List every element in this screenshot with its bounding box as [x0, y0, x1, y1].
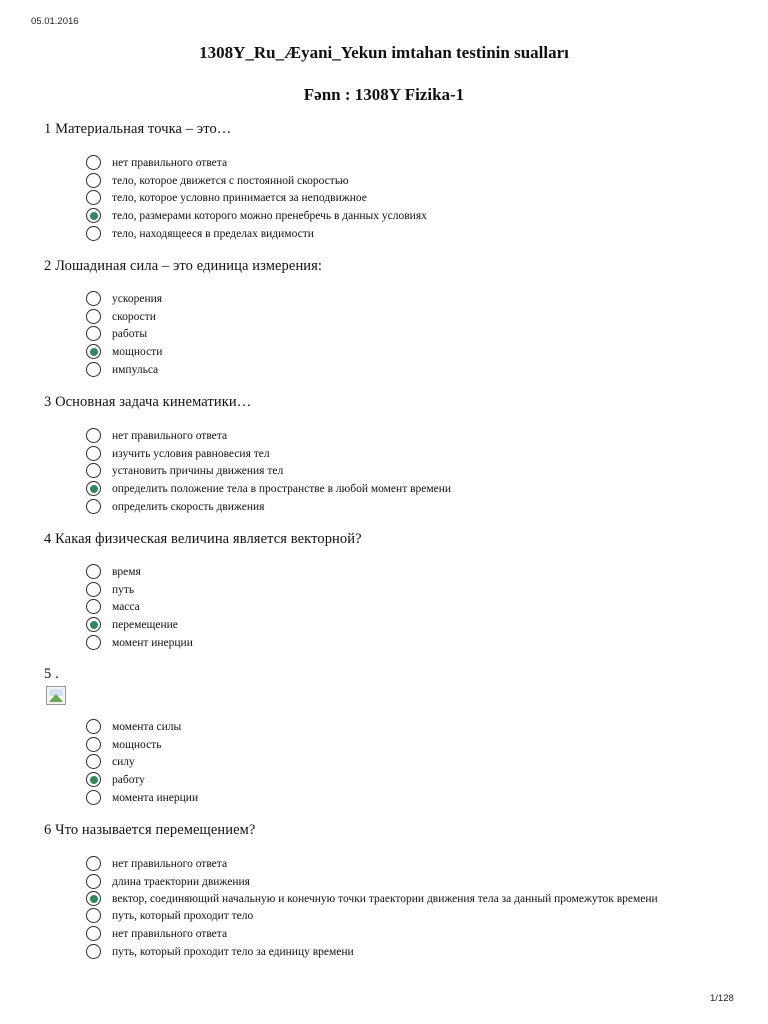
radio-unchecked-icon[interactable] — [86, 155, 101, 170]
answer-label: работу — [112, 774, 145, 787]
radio-dot-icon — [90, 212, 98, 220]
radio-checked-icon[interactable] — [86, 208, 101, 223]
answer-label: тело, которое движется с постоянной скоростью — [112, 174, 349, 187]
answer-label: тело, которое условно принимается за неподвижное — [112, 192, 367, 205]
answer-label: ускорения — [112, 293, 163, 305]
page-number: 1/128 — [710, 993, 734, 1004]
radio-unchecked-icon[interactable] — [86, 326, 101, 341]
answer-label: импульса — [112, 363, 159, 376]
radio-checked-icon[interactable] — [86, 891, 101, 906]
radio-unchecked-icon[interactable] — [86, 173, 101, 188]
radio-unchecked-icon[interactable] — [86, 190, 101, 205]
radio-checked-icon[interactable] — [86, 344, 101, 359]
radio-unchecked-icon[interactable] — [86, 564, 101, 579]
radio-unchecked-icon[interactable] — [86, 944, 101, 959]
radio-unchecked-icon[interactable] — [86, 754, 101, 769]
subject-title: Fənn : 1308Y Fizika-1 — [303, 85, 465, 104]
answer-label: мощность — [112, 738, 162, 751]
question-text: 2 Лошадиная сила – это единица измерения: — [44, 258, 323, 274]
answer-label: путь, который проходит тело — [112, 910, 254, 923]
answer-label: мощности — [112, 346, 163, 359]
answer-option[interactable] — [86, 226, 427, 244]
radio-dot-icon — [90, 485, 98, 493]
radio-checked-icon[interactable] — [86, 617, 101, 632]
page-title: 1308Y_Ru_Æyani_Yekun imtahan testinin sualları — [199, 43, 569, 62]
answer-label: изучить условия равновесия тел — [112, 447, 270, 460]
radio-dot-icon — [90, 621, 98, 629]
radio-unchecked-icon[interactable] — [86, 499, 101, 514]
radio-unchecked-icon[interactable] — [86, 926, 101, 941]
answer-label: установить причины движения тел — [112, 465, 284, 478]
answer-option[interactable] — [86, 908, 722, 926]
answer-option[interactable] — [86, 428, 451, 446]
radio-unchecked-icon[interactable] — [86, 599, 101, 614]
answer-list — [86, 564, 193, 652]
answer-option[interactable] — [86, 874, 722, 892]
answer-option[interactable] — [86, 208, 427, 226]
answer-option[interactable] — [86, 564, 193, 582]
answer-label: определить положение тела в пространстве в любой момент времени — [112, 483, 452, 496]
answer-list — [86, 291, 162, 379]
answer-list — [86, 719, 198, 807]
answer-option[interactable] — [86, 446, 451, 464]
answer-option[interactable] — [86, 499, 451, 517]
radio-unchecked-icon[interactable] — [86, 874, 101, 889]
answer-label: определить скорость движения — [112, 500, 265, 513]
radio-unchecked-icon[interactable] — [86, 428, 101, 443]
radio-unchecked-icon[interactable] — [86, 635, 101, 650]
answer-label: масса — [112, 601, 140, 614]
answer-label: силу — [112, 756, 135, 769]
answer-option[interactable] — [86, 856, 722, 874]
radio-unchecked-icon[interactable] — [86, 856, 101, 871]
answer-option[interactable] — [86, 481, 451, 499]
question-text: 5 . — [44, 666, 59, 682]
answer-option[interactable] — [86, 291, 162, 309]
image-mountain — [49, 694, 63, 702]
answer-label: скорости — [112, 310, 156, 323]
answer-list — [86, 155, 427, 243]
answer-option[interactable] — [86, 719, 198, 737]
question-text: 1 Материальная точка – это… — [44, 121, 232, 137]
answer-option[interactable] — [86, 891, 722, 908]
answer-option[interactable] — [86, 190, 427, 208]
answer-list — [86, 856, 722, 961]
answer-option[interactable] — [86, 944, 722, 962]
radio-dot-icon — [90, 776, 98, 784]
radio-unchecked-icon[interactable] — [86, 790, 101, 805]
radio-unchecked-icon[interactable] — [86, 582, 101, 597]
answer-label: нет правильного ответа — [112, 430, 228, 442]
answer-option[interactable] — [86, 362, 162, 380]
radio-unchecked-icon[interactable] — [86, 463, 101, 478]
question-text: 3 Основная задача кинематики… — [44, 394, 252, 410]
broken-image-icon — [46, 686, 66, 705]
answer-option[interactable] — [86, 326, 162, 344]
answer-label: тело, размерами которого можно пренебречь в данных условиях — [112, 210, 427, 223]
answer-label: путь, который проходит тело за единицу времени — [112, 945, 354, 958]
answer-option[interactable] — [86, 926, 722, 944]
answer-label: работы — [112, 328, 148, 341]
radio-unchecked-icon[interactable] — [86, 362, 101, 377]
answer-list — [86, 428, 451, 516]
answer-label: момента силы — [112, 721, 182, 733]
answer-label: длина траектории движения — [112, 875, 250, 888]
answer-option[interactable] — [86, 635, 193, 653]
answer-label: момент инерции — [112, 636, 193, 649]
radio-checked-icon[interactable] — [86, 772, 101, 787]
answer-option[interactable] — [86, 309, 162, 327]
answer-option[interactable] — [86, 463, 451, 481]
question-text: 4 Какая физическая величина является векторной? — [44, 531, 362, 547]
radio-unchecked-icon[interactable] — [86, 737, 101, 752]
answer-label: время — [112, 566, 141, 578]
answer-label: нет правильного ответа — [112, 858, 228, 870]
answer-label: нет правильного ответа — [112, 157, 228, 169]
answer-option[interactable] — [86, 754, 198, 772]
radio-unchecked-icon[interactable] — [86, 291, 101, 306]
answer-option[interactable] — [86, 617, 193, 635]
radio-checked-icon[interactable] — [86, 481, 101, 496]
radio-unchecked-icon[interactable] — [86, 309, 101, 324]
answer-label: нет правильного ответа — [112, 928, 228, 941]
answer-label: путь — [112, 583, 135, 596]
answer-option[interactable] — [86, 790, 198, 808]
answer-label: момента инерции — [112, 791, 199, 804]
radio-dot-icon — [90, 895, 98, 903]
answer-option[interactable] — [86, 772, 198, 790]
answer-option[interactable] — [86, 599, 193, 617]
answer-option[interactable] — [86, 582, 193, 600]
radio-unchecked-icon[interactable] — [86, 226, 101, 241]
answer-label: перемещение — [112, 619, 178, 632]
answer-option[interactable] — [86, 155, 427, 173]
answer-option[interactable] — [86, 344, 162, 362]
answer-label: вектор, соединяющий начальную и конечную точки траектории движения тела за данный промежуток времени — [112, 893, 658, 906]
answer-label: тело, находящееся в пределах видимости — [112, 227, 314, 240]
radio-unchecked-icon[interactable] — [86, 719, 101, 734]
answer-option[interactable] — [86, 173, 427, 191]
question-text: 6 Что называется перемещением? — [44, 822, 256, 838]
radio-dot-icon — [90, 348, 98, 356]
print-date: 05.01.2016 — [31, 16, 79, 27]
radio-unchecked-icon[interactable] — [86, 908, 101, 923]
answer-option[interactable] — [86, 737, 198, 755]
radio-unchecked-icon[interactable] — [86, 446, 101, 461]
